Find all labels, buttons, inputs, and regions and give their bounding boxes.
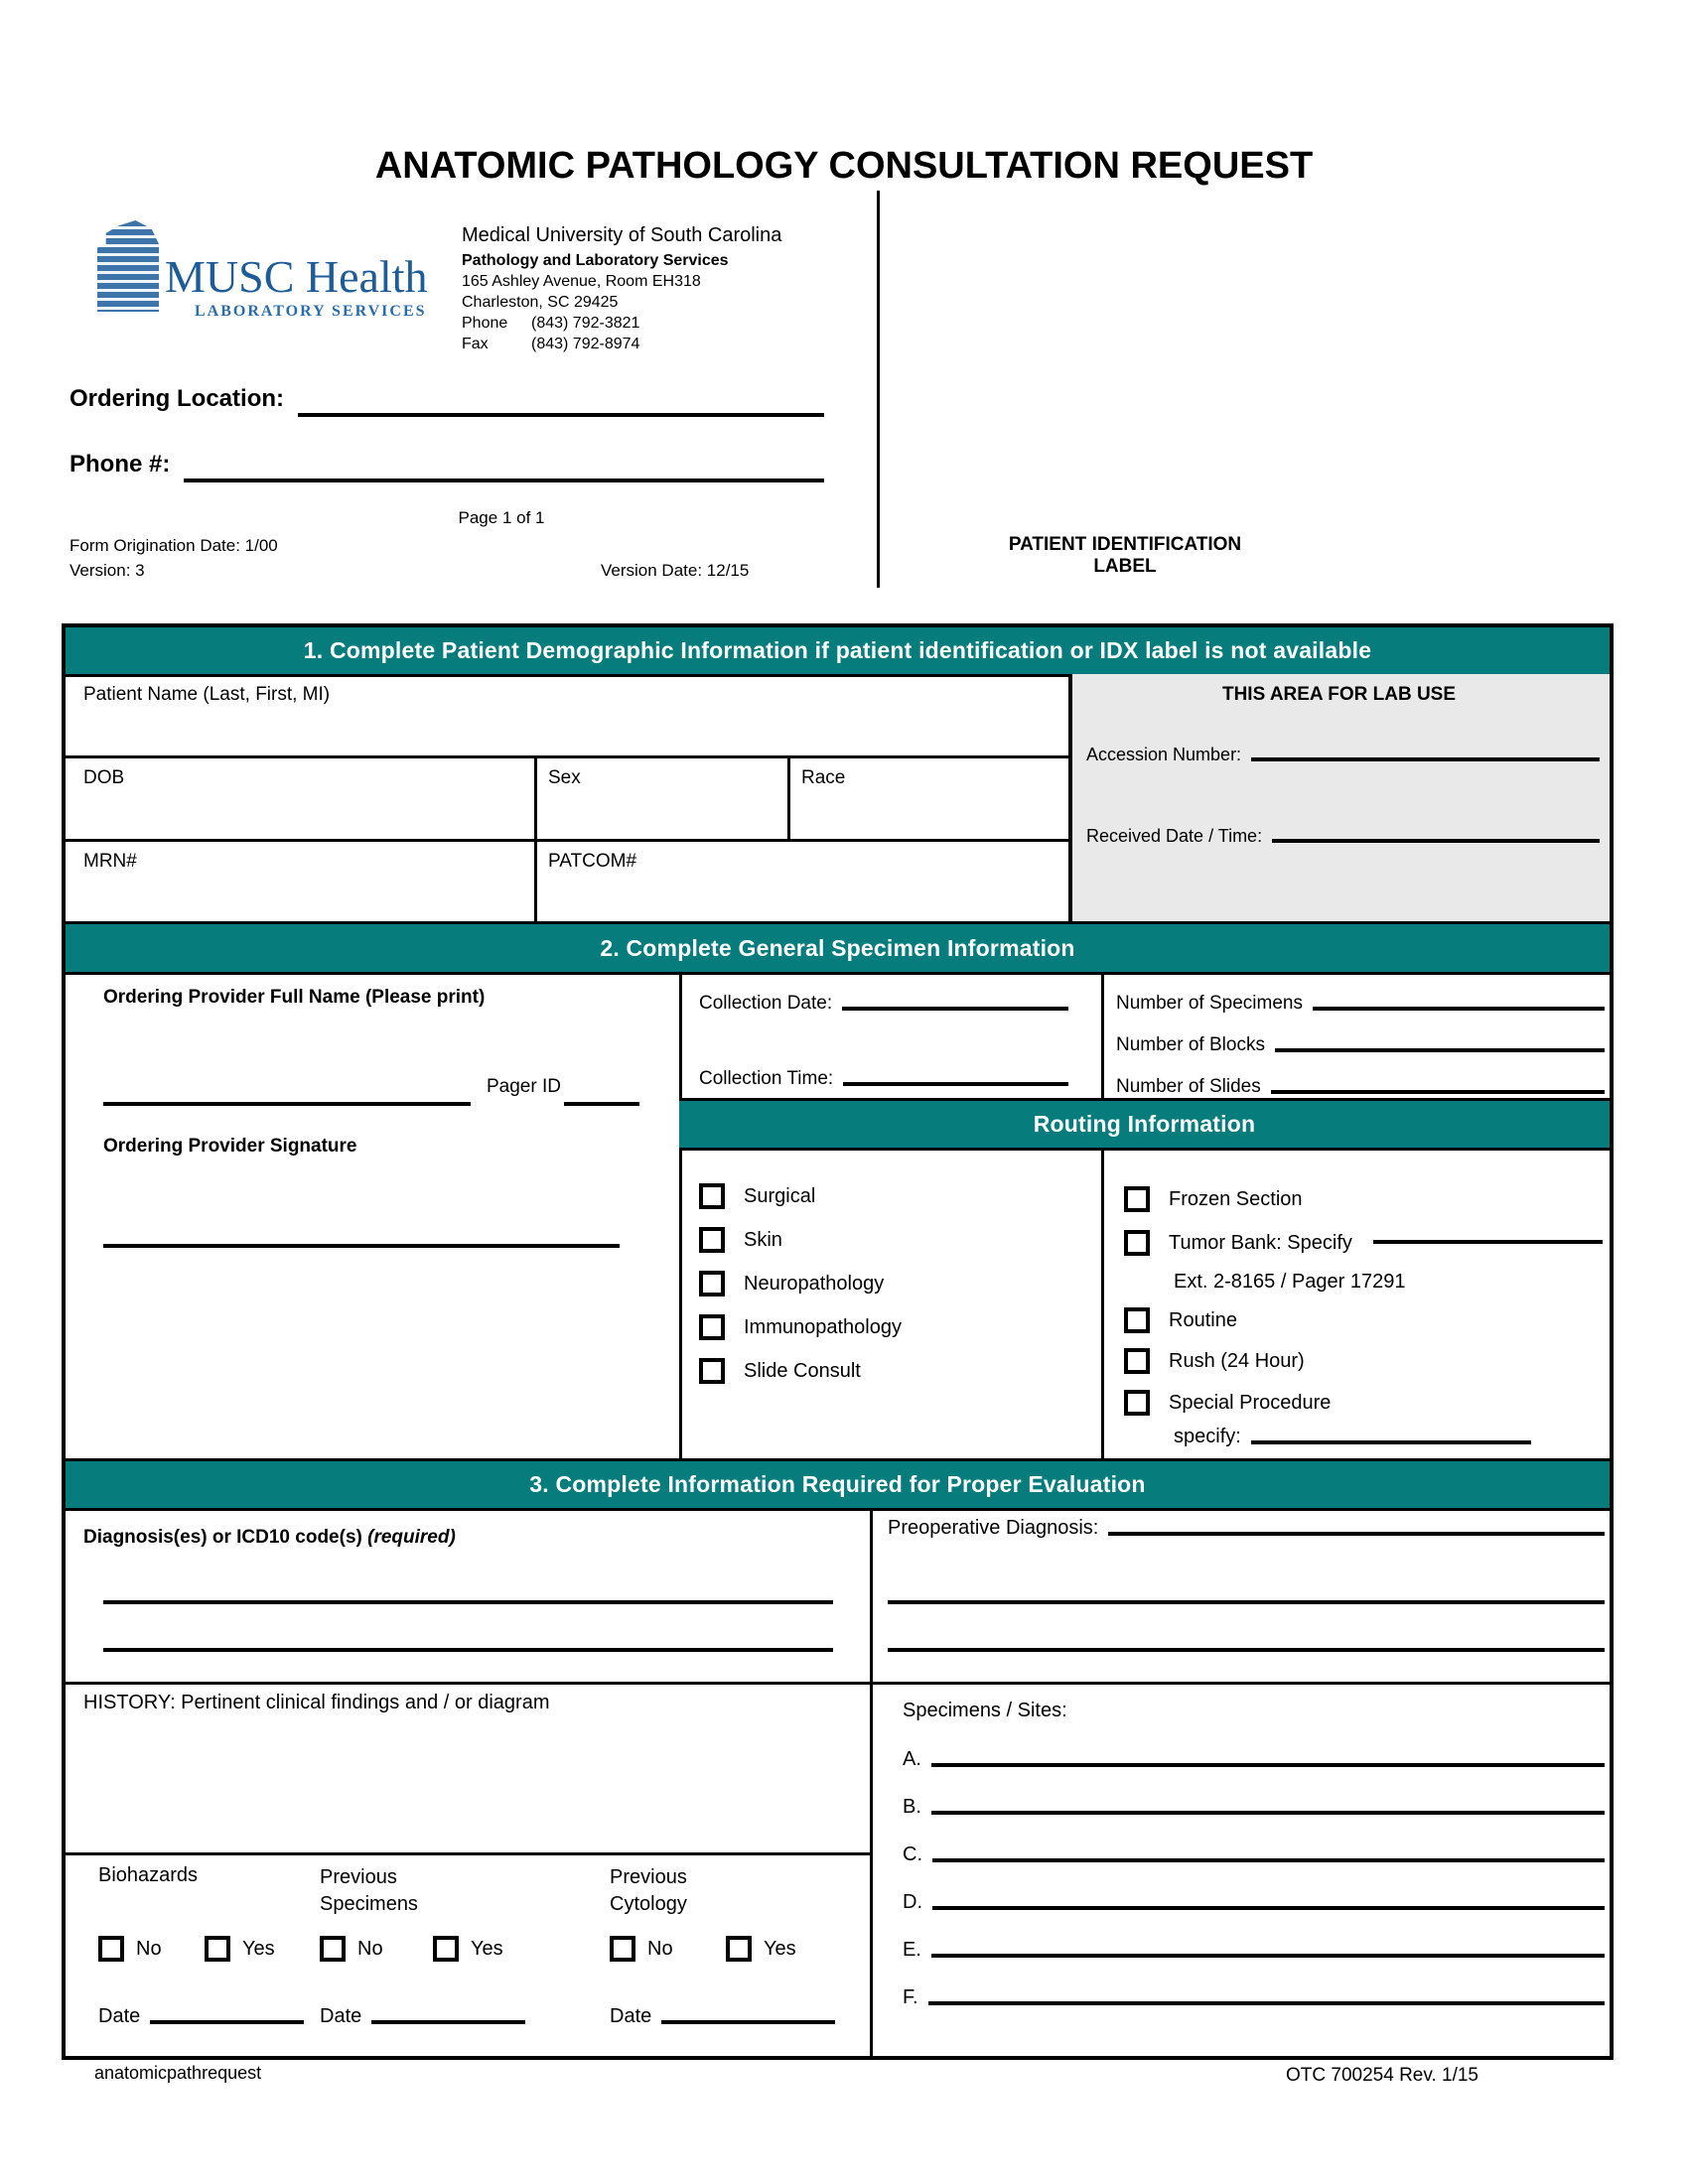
biohazards-title: Biohazards bbox=[98, 1864, 199, 1886]
tumor-bank-label: Tumor Bank: Specify bbox=[1169, 1231, 1352, 1254]
provider-signature-line[interactable] bbox=[103, 1244, 620, 1248]
provider-name-label: Ordering Provider Full Name (Please print) bbox=[103, 987, 486, 1008]
special-specify-row bbox=[1174, 1426, 1531, 1448]
prev-specimens-yes bbox=[433, 1936, 503, 1962]
specify-label: specify: bbox=[1174, 1426, 1241, 1447]
routing-option-surgical bbox=[699, 1183, 815, 1209]
checkbox-biohazards-no[interactable] bbox=[98, 1936, 124, 1962]
section1-header-band: 1. Complete Patient Demographic Information if patient identification or IDX label is not available bbox=[66, 627, 1610, 674]
preop-line-2[interactable] bbox=[888, 1648, 1605, 1652]
tumor-bank-ext-label: Ext. 2-8165 / Pager 17291 bbox=[1174, 1271, 1406, 1293]
checkbox-routine[interactable] bbox=[1124, 1307, 1150, 1333]
checkbox-frozen-section[interactable] bbox=[1124, 1186, 1150, 1212]
specimen-row-d bbox=[903, 1891, 1605, 1914]
biohazards-yes bbox=[205, 1936, 275, 1962]
biohazards-date-label: Date bbox=[98, 2005, 141, 2027]
preop-diagnosis-label: Preoperative Diagnosis: bbox=[888, 1517, 1099, 1539]
mrn-label: MRN# bbox=[83, 851, 137, 872]
divider bbox=[679, 1148, 1610, 1151]
prev-cytology-date-line[interactable] bbox=[661, 2020, 835, 2024]
address-line-3: 165 Ashley Avenue, Room EH318 bbox=[462, 273, 701, 290]
form-origination-date: Form Origination Date: 1/00 bbox=[70, 536, 278, 555]
ordering-location-label: Ordering Location: bbox=[70, 385, 284, 412]
address-phone-row bbox=[462, 315, 639, 333]
musc-logo-subtitle: LABORATORY SERVICES bbox=[195, 303, 427, 320]
address-fax-row bbox=[462, 336, 639, 353]
phone-number-line[interactable] bbox=[184, 478, 824, 482]
prev-specimens-no bbox=[320, 1936, 383, 1962]
specimen-row-a bbox=[903, 1748, 1605, 1771]
preop-diagnosis-line[interactable] bbox=[1108, 1532, 1605, 1536]
checkbox-surgical[interactable] bbox=[699, 1183, 725, 1209]
musc-logo-name: MUSC Health bbox=[165, 251, 428, 302]
specimen-row-c bbox=[903, 1843, 1605, 1866]
diagnosis-line-2[interactable] bbox=[103, 1648, 833, 1652]
collection-time-row bbox=[699, 1068, 1068, 1090]
form-version-date: Version Date: 12/15 bbox=[601, 561, 750, 580]
prev-cytology-date-label: Date bbox=[610, 2005, 652, 2027]
race-label: Race bbox=[801, 767, 846, 788]
specimen-letter-e: E. bbox=[903, 1939, 921, 1961]
checkbox-prev-specimens-no[interactable] bbox=[320, 1936, 346, 1962]
tumor-bank-specify-line[interactable] bbox=[1373, 1240, 1603, 1244]
divider bbox=[66, 972, 1610, 975]
skin-label: Skin bbox=[744, 1228, 782, 1251]
footer-form-number: OTC 700254 Rev. 1/15 bbox=[1286, 2065, 1478, 2086]
checkbox-skin[interactable] bbox=[699, 1227, 725, 1253]
prev-specimens-date-label: Date bbox=[320, 2005, 362, 2027]
accession-label: Accession Number: bbox=[1086, 745, 1242, 764]
routing-option-neuropathology bbox=[699, 1271, 884, 1297]
specimens-sites-label: Specimens / Sites: bbox=[903, 1700, 1067, 1721]
previous-cytology-title: Previous Cytology bbox=[610, 1866, 687, 1915]
accession-row bbox=[1086, 745, 1600, 765]
divider bbox=[787, 755, 790, 839]
specimen-line-f[interactable] bbox=[928, 2001, 1605, 2005]
routing-option-skin bbox=[699, 1227, 782, 1253]
checkbox-slide-consult[interactable] bbox=[699, 1358, 725, 1384]
checkbox-special-procedure[interactable] bbox=[1124, 1390, 1150, 1416]
specimen-line-e[interactable] bbox=[931, 1954, 1605, 1958]
num-specimens-row bbox=[1116, 993, 1605, 1015]
phone-label: Phone bbox=[462, 315, 508, 332]
fax-value: (843) 792-8974 bbox=[531, 336, 640, 352]
fax-label: Fax bbox=[462, 336, 489, 352]
routing-option-immunopathology bbox=[699, 1314, 902, 1340]
musc-building-icon bbox=[97, 220, 159, 312]
received-line[interactable] bbox=[1272, 839, 1600, 843]
page-title: ANATOMIC PATHOLOGY CONSULTATION REQUEST bbox=[374, 145, 1314, 187]
collection-time-label: Collection Time: bbox=[699, 1068, 834, 1089]
section2-header-band: 2. Complete General Specimen Information bbox=[66, 924, 1610, 972]
routing-option-rush bbox=[1124, 1348, 1305, 1374]
divider bbox=[66, 839, 1068, 842]
address-line-2: Pathology and Laboratory Services bbox=[462, 252, 729, 269]
diagnosis-required-text: (required) bbox=[367, 1527, 456, 1548]
routing-option-slide-consult bbox=[699, 1358, 861, 1384]
collection-date-label: Collection Date: bbox=[699, 993, 833, 1014]
routing-option-routine bbox=[1124, 1307, 1237, 1333]
address-line-1: Medical University of South Carolina bbox=[462, 224, 782, 246]
patient-id-label-area: PATIENT IDENTIFICATION LABEL bbox=[1008, 534, 1242, 577]
divider bbox=[1101, 1148, 1104, 1461]
pager-id-label: Pager ID bbox=[487, 1076, 561, 1097]
accession-line[interactable] bbox=[1251, 757, 1600, 761]
checkbox-neuropathology[interactable] bbox=[699, 1271, 725, 1297]
lab-use-box bbox=[1068, 674, 1610, 921]
prev-specimens-no-label: No bbox=[357, 1937, 383, 1960]
pager-id-line[interactable] bbox=[564, 1102, 639, 1106]
biohazards-date-row bbox=[98, 2005, 304, 2028]
checkbox-biohazards-yes[interactable] bbox=[205, 1936, 230, 1962]
specimen-line-a[interactable] bbox=[931, 1763, 1605, 1767]
form-version: Version: 3 bbox=[70, 561, 145, 580]
num-blocks-label: Number of Blocks bbox=[1116, 1034, 1265, 1055]
prev-cytology-yes bbox=[726, 1936, 796, 1962]
num-blocks-row bbox=[1116, 1034, 1605, 1056]
specimen-letter-b: B. bbox=[903, 1796, 921, 1818]
checkbox-prev-cytology-no[interactable] bbox=[610, 1936, 635, 1962]
specimen-row-b bbox=[903, 1796, 1605, 1819]
dob-label: DOB bbox=[83, 767, 125, 788]
checkbox-immunopathology[interactable] bbox=[699, 1314, 725, 1340]
num-specimens-label: Number of Specimens bbox=[1116, 993, 1303, 1014]
checkbox-tumor-bank[interactable] bbox=[1124, 1230, 1150, 1256]
immunopathology-label: Immunopathology bbox=[744, 1315, 902, 1338]
diagnosis-label-text: Diagnosis(es) or ICD10 code(s) bbox=[83, 1527, 368, 1548]
specimen-letter-d: D. bbox=[903, 1891, 922, 1913]
divider bbox=[66, 1682, 1610, 1685]
checkbox-prev-cytology-yes[interactable] bbox=[726, 1936, 752, 1962]
prev-specimens-date-line[interactable] bbox=[371, 2020, 525, 2024]
biohazards-date-line[interactable] bbox=[150, 2020, 304, 2024]
specimen-letter-a: A. bbox=[903, 1748, 921, 1770]
sex-label: Sex bbox=[548, 767, 581, 788]
header-divider bbox=[877, 191, 880, 588]
provider-name-line[interactable] bbox=[103, 1102, 471, 1106]
collection-date-line[interactable] bbox=[842, 1007, 1068, 1011]
form-table bbox=[62, 623, 1614, 2060]
frozen-section-label: Frozen Section bbox=[1169, 1187, 1303, 1210]
num-slides-label: Number of Slides bbox=[1116, 1076, 1261, 1097]
preop-line-1[interactable] bbox=[888, 1600, 1605, 1604]
collection-date-row bbox=[699, 993, 1068, 1015]
divider bbox=[66, 755, 1068, 758]
prev-cytology-no-label: No bbox=[647, 1937, 673, 1960]
num-slides-line[interactable] bbox=[1271, 1090, 1605, 1094]
provider-signature-label: Ordering Provider Signature bbox=[103, 1136, 357, 1157]
routine-label: Routine bbox=[1169, 1308, 1237, 1331]
routing-option-special-procedure bbox=[1124, 1390, 1331, 1416]
num-slides-row bbox=[1116, 1076, 1605, 1098]
checkbox-rush[interactable] bbox=[1124, 1348, 1150, 1374]
history-label: HISTORY: Pertinent clinical findings and / or diagram bbox=[83, 1692, 550, 1713]
preop-diagnosis-row bbox=[888, 1517, 1605, 1540]
biohazards-no bbox=[98, 1936, 162, 1962]
slide-consult-label: Slide Consult bbox=[744, 1359, 861, 1382]
routing-option-tumor-bank bbox=[1124, 1230, 1603, 1256]
prev-cytology-yes-label: Yes bbox=[764, 1937, 796, 1960]
specimen-letter-f: F. bbox=[903, 1986, 918, 2008]
special-procedure-label: Special Procedure bbox=[1169, 1391, 1332, 1414]
routing-header-band: Routing Information bbox=[679, 1101, 1610, 1148]
lab-use-title: THIS AREA FOR LAB USE bbox=[1221, 684, 1457, 705]
specimen-line-d[interactable] bbox=[932, 1906, 1605, 1910]
num-blocks-line[interactable] bbox=[1275, 1048, 1605, 1052]
phone-value: (843) 792-3821 bbox=[531, 315, 640, 332]
patient-name-label: Patient Name (Last, First, MI) bbox=[83, 684, 331, 705]
specimen-letter-c: C. bbox=[903, 1843, 922, 1865]
prev-specimens-date-row bbox=[320, 2005, 525, 2028]
diagnosis-label bbox=[83, 1527, 456, 1549]
divider bbox=[870, 1508, 873, 2056]
specify-line[interactable] bbox=[1251, 1440, 1531, 1444]
prev-cytology-no bbox=[610, 1936, 673, 1962]
biohazards-no-label: No bbox=[136, 1937, 162, 1960]
footer-form-name: anatomicpathrequest bbox=[94, 2063, 262, 2083]
divider bbox=[1101, 972, 1104, 1101]
rush-label: Rush (24 Hour) bbox=[1169, 1349, 1305, 1372]
specimen-row-e bbox=[903, 1939, 1605, 1962]
routing-option-frozen-section bbox=[1124, 1186, 1303, 1212]
divider bbox=[66, 1508, 1610, 1511]
prev-specimens-yes-label: Yes bbox=[471, 1937, 503, 1960]
received-label: Received Date / Time: bbox=[1086, 826, 1263, 846]
diagnosis-line-1[interactable] bbox=[103, 1600, 833, 1604]
specimen-line-b[interactable] bbox=[931, 1811, 1605, 1815]
received-row bbox=[1086, 826, 1600, 847]
checkbox-prev-specimens-yes[interactable] bbox=[433, 1936, 459, 1962]
neuropathology-label: Neuropathology bbox=[744, 1272, 885, 1295]
biohazards-yes-label: Yes bbox=[242, 1937, 275, 1960]
section3-header-band: 3. Complete Information Required for Proper Evaluation bbox=[66, 1461, 1610, 1508]
patcom-label: PATCOM# bbox=[548, 851, 637, 872]
divider bbox=[66, 1852, 870, 1855]
surgical-label: Surgical bbox=[744, 1184, 816, 1207]
previous-specimens-title: Previous Specimens bbox=[320, 1866, 418, 1915]
collection-time-line[interactable] bbox=[843, 1082, 1068, 1086]
ordering-location-line[interactable] bbox=[298, 413, 824, 417]
specimen-line-c[interactable] bbox=[932, 1858, 1605, 1862]
address-line-4: Charleston, SC 29425 bbox=[462, 294, 619, 311]
num-specimens-line[interactable] bbox=[1313, 1007, 1605, 1011]
specimen-row-f bbox=[903, 1986, 1605, 2009]
page-info: Page 1 of 1 bbox=[458, 508, 545, 527]
prev-cytology-date-row bbox=[610, 2005, 835, 2028]
phone-number-label: Phone #: bbox=[70, 451, 171, 478]
divider bbox=[679, 972, 682, 1461]
